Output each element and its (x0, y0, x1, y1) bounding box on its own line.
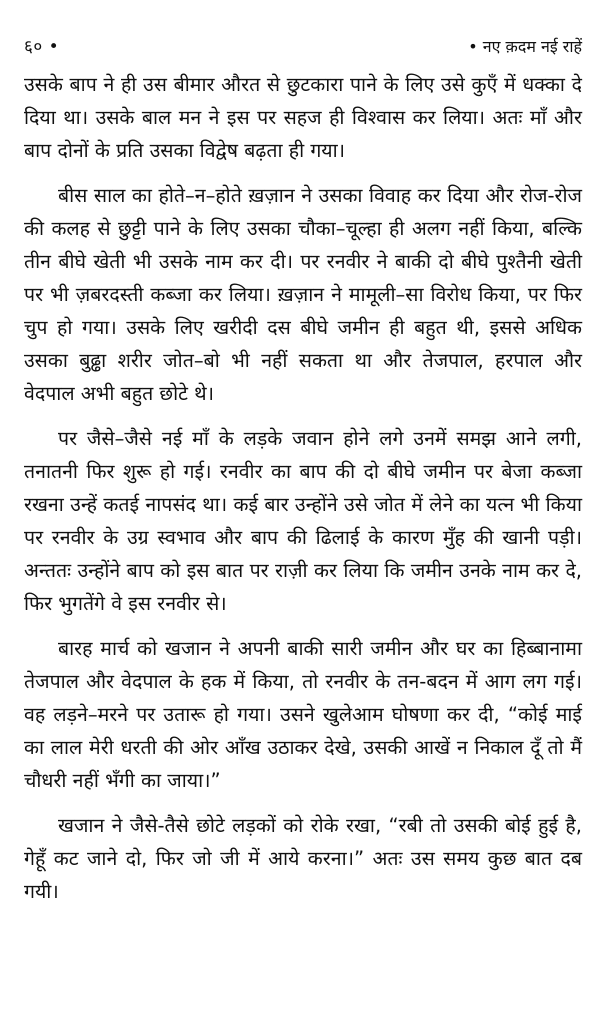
page-number: ६० • (24, 37, 60, 57)
paragraph-2: बीस साल का होते–न–होते ख़ज़ान ने उसका विवाह कर दिया और रोज-रोज की कलह से छुट्टी पाने के लिए उसका चौका–चूल्हा ही अलग नहीं किया, बल्कि तीन बीघे खेती भी उसके नाम कर दी। पर रनवीर ने बाकी दो बीघे पुश्तैनी खेती पर भी ज़बरदस्ती कब्जा कर लिया। ख़ज़ान ने मामूली–सा विरोध किया, पर फिर चुप हो गया। उसके लिए खरीदी दस बीघे जमीन ही बहुत थी, इससे अधिक उसका बुढ्ढा शरीर जोत–बो भी नहीं सकता था और तेजपाल, हरपाल और वेदपाल अभी बहुत छोटे थे। (24, 184, 582, 405)
paragraph-4: बारह मार्च को खजान ने अपनी बाकी सारी जमीन और घर का हिब्बानामा तेजपाल और वेदपाल के हक में किया, तो रनवीर के तन-बदन में आग लग गई। वह लड़ने–मरने पर उतारू हो गया। उसने खुलेआम घोषणा कर दी, “कोई माई का लाल मेरी धरती की ओर आँख उठाकर देखे, उसकी आखें न निकाल दूँ तो मैं चौधरी नहीं भँगी का जाया।” (24, 637, 582, 792)
running-header (24, 34, 582, 64)
body-text (24, 68, 582, 908)
paragraph-1: उसके बाप ने ही उस बीमार औरत से छुटकारा पाने के लिए उसे कुएँ में धक्का दे दिया था। उसके बाल मन ने इस पर सहज ही विश्वास कर लिया। अतः माँ और बाप दोनों के प्रति उसका विद्वेष बढ़ता ही गया। (24, 73, 582, 162)
paragraph-3: पर जैसे–जैसे नई माँ के लड़के जवान होने लगे उनमें समझ आने लगी, तनातनी फिर शुरू हो गई। रनवीर का बाप की दो बीघे जमीन पर बेजा कब्जा रखना उन्हें कतई नापसंद था। कई बार उन्होंने उसे जोत में लेने का यत्न भी किया पर रनवीर के उग्र स्वभाव और बाप की ढिलाई के कारण मुँह की खानी पड़ी। अन्ततः उन्होंने बाप को इस बात पर राज़ी कर लिया कि जमीन उनके नाम कर दे, फिर भुगतेंगे वे इस रनवीर से। (24, 427, 582, 615)
paragraph-5: खजान ने जैसे-तैसे छोटे लड़कों को रोके रखा, “रबी तो उसकी बोई हुई है, गेहूँ कट जाने दो, फिर जो जी में आये करना।” अतः उस समय कुछ बात दब गयी। (24, 814, 582, 903)
running-title: • नए क़दम नई राहें (468, 37, 582, 56)
